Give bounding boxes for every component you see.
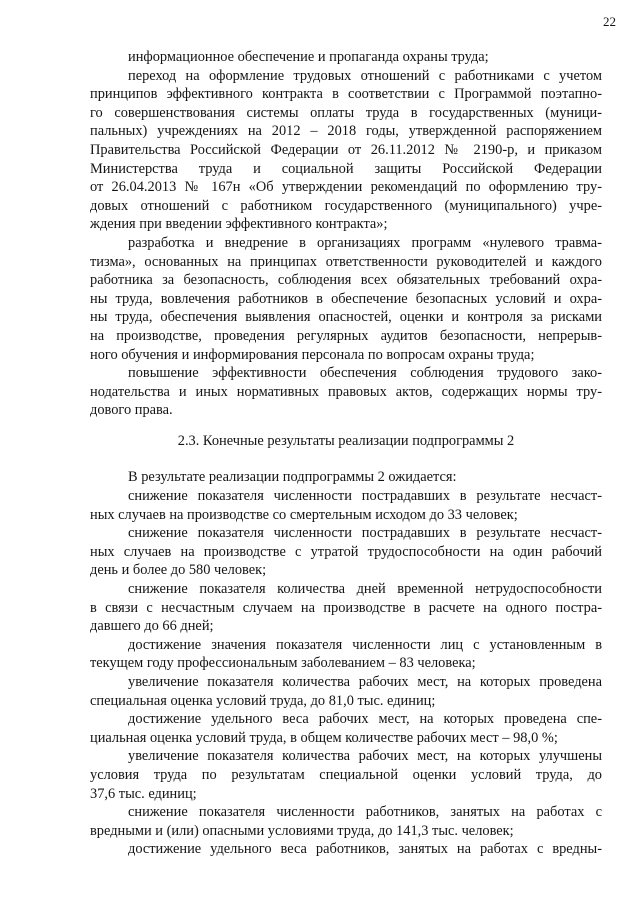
text-line: переход на оформление трудовых отношений с работниками с учетом [128,67,602,84]
document-body [90,48,602,859]
text-line: текущем году профессиональным заболеванием – 83 человека; [90,655,476,672]
text-line: ны труда, обеспечения выявления опасностей, оценки и контроля за рисками [90,309,602,326]
text-line: достижение удельного веса работников, занятых на работах с вредны- [128,841,602,858]
text-line: пальных) учреждениях на 2012 – 2018 годы, утвержденной распоряжением [90,123,602,140]
text-line: го совершенствования системы оплаты труда в государственных (муници- [90,104,602,121]
text-line: работника за безопасность, соблюдения всех обязательных требований охра- [90,272,602,289]
text-line: нодательства и иных нормативных правовых актов, содержащих нормы тру- [90,383,602,400]
section-heading: 2.3. Конечные результаты реализации подпрограммы 2 [177,432,515,449]
text-line: в связи с несчастным случаем на производстве в расчете на одного постра- [90,599,602,616]
text-line: ны труда, вовлечения работников в обеспечение безопасных условий и охра- [90,290,602,307]
text-line: на производстве, проведения регулярных аудитов безопасности, непрерыв- [90,327,602,344]
text-line: тизма», основанных на принципах ответственности руководителей и каждого [90,253,602,270]
text-line: принципов эффективного контракта в соответствии с Программой поэтапно- [90,86,602,103]
text-line: В результате реализации подпрограммы 2 ожидается: [128,469,457,486]
text-line: специальная оценка условий труда, до 81,0 тыс. единиц; [90,692,436,709]
text-line: информационное обеспечение и пропаганда охраны труда; [128,49,489,65]
text-line: достижение значения показателя численности лиц с установленным в [128,636,602,653]
text-line: снижение показателя численности пострадавших в результате несчаст- [128,525,602,542]
text-line: циальная оценка условий труда, в общем количестве рабочих мест – 98,0 %; [90,729,558,746]
text-line: Правительства Российской Федерации от 26.11.2012 № 2190-р, и приказом [90,141,602,158]
text-line: ного обучения и информирования персонала по вопросам охраны труда; [90,346,535,363]
text-line: увеличение показателя количества рабочих мест, на которых улучшены [128,748,602,765]
text-line: ных случаев на производстве с утратой трудоспособности на один рабочий [90,543,602,560]
text-line: условия труда по результатам специальной оценки условий труда, до [90,766,602,783]
text-line: снижение показателя численности работников, занятых на работах с [128,804,602,821]
text-line: от 26.04.2013 № 167н «Об утверждении рекомендаций по оформлению тру- [90,179,602,196]
results-list [90,468,602,858]
text-line: дового права. [90,402,173,419]
measures-list [90,48,602,420]
text-line: ных случаев на производстве со смертельным исходом до 33 человек; [90,506,518,523]
text-line: снижение показателя численности пострадавших в результате несчаст- [128,488,602,505]
text-line: Министерства труда и социальной защиты Российской Федерации [90,160,602,177]
text-line: достижение удельного веса рабочих мест, на которых проведена спе- [128,711,602,728]
text-line: вредными и (или) опасными условиями труда, до 141,3 тыс. человек; [90,822,514,839]
text-line: ждения при введении эффективного контракта»; [90,216,388,233]
text-line: день и более до 580 человек; [90,562,267,579]
text-line: давшего до 66 дней; [90,618,214,635]
text-line: снижение показателя количества дней временной нетрудоспособности [128,581,602,598]
page-number: 22 [603,14,616,29]
text-line: довых отношений с работником государственного (муниципального) учре- [90,197,602,214]
text-line: 37,6 тыс. единиц; [90,785,197,802]
text-line: повышение эффективности обеспечения соблюдения трудового зако- [128,365,602,382]
text-line: разработка и внедрение в организациях программ «нулевого травма- [128,234,602,251]
text-line: увеличение показателя количества рабочих мест, на которых проведена [128,674,602,690]
